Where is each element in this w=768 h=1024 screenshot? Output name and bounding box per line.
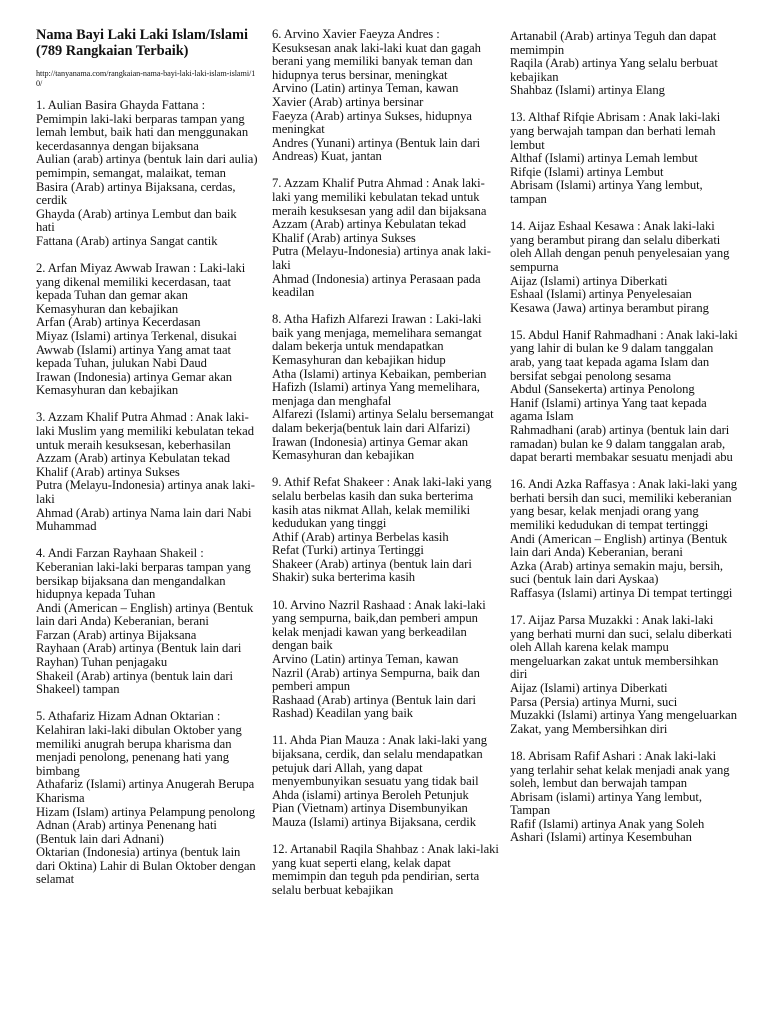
entry-meaning-line: Basira (Arab) artinya Bijaksana, cerdas, cerdik <box>36 179 236 208</box>
entry-meaning-line: Hanif (Islami) artinya Yang taat kepada agama Islam <box>510 395 707 424</box>
entry-meaning-line: Raffasya (Islami) artinya Di tempat tertinggi <box>510 585 733 600</box>
entry-heading: 5. Athafariz Hizam Adnan Oktarian : Kelahiran laki-laki dibulan Oktober yang memiliki anugrah berupa kharisma dan menjadi penolong, penenang hati yang bimbang <box>36 709 242 778</box>
name-entry <box>272 843 500 897</box>
entry-meaning-line: Arvino (Latin) artinya Teman, kawan <box>272 651 459 666</box>
entry-meaning-line: Shakeer (Arab) artinya (bentuk lain dari Shakir) suka berterima kasih <box>272 556 472 585</box>
entry-heading: 12. Artanabil Raqila Shahbaz : Anak laki-laki yang kuat seperti elang, kelak dapat memimpin dan teguh pda pendirian, serta selalu berbuat kebajikan <box>272 842 499 897</box>
entry-heading: 14. Aijaz Eshaal Kesawa : Anak laki-laki yang berambut pirang dan selalu diberkati oleh Allah dengan penuh penyelesaian yang sempurna <box>510 219 730 274</box>
entry-meaning-line: Mauza (Islami) artinya Bijaksana, cerdik <box>272 814 476 829</box>
entry-meaning-line: Faeyza (Arab) artinya Sukses, hidupnya meningkat <box>272 108 472 137</box>
entry-meaning-line: Miyaz (Islami) artinya Terkenal, disukai <box>36 329 237 343</box>
entry-meaning-line: Aulian (arab) artinya (bentuk lain dari aulia) pemimpin, semangat, malaikat, teman <box>36 152 258 180</box>
entry-meaning-line: Ahda (islami) artinya Beroleh Petunjuk <box>272 787 469 802</box>
entry-heading: 2. Arfan Miyaz Awwab Irawan : Laki-laki yang dikenal memiliki kecerdasan, taat kepada Tuhan dan gemar akan Kemasyhuran dan kebajikan <box>36 261 246 316</box>
name-entry <box>36 262 258 398</box>
name-entry <box>36 411 258 533</box>
column-1 <box>36 28 258 901</box>
entry-meaning-line: Refat (Turki) artinya Tertinggi <box>272 543 424 558</box>
name-entry <box>36 99 258 249</box>
entry-meaning-line: Farzan (Arab) artinya Bijaksana <box>36 627 197 642</box>
name-entry <box>272 734 500 829</box>
entry-meaning-line: Rifqie (Islami) artinya Lembut <box>510 164 664 179</box>
entry-meaning-line: Xavier (Arab) artinya bersinar <box>272 94 424 109</box>
entry-meaning-line: Azzam (Arab) artinya Kebulatan tekad <box>272 217 467 232</box>
name-entry <box>272 476 500 585</box>
entry-meaning-line: Aijaz (Islami) artinya Diberkati <box>510 681 668 696</box>
entry-meaning-line: Abrisam (Islami) artinya Yang lembut, tampan <box>510 178 703 207</box>
entry-meaning-line: Pian (Vietnam) artinya Disembunyikan <box>272 801 468 816</box>
entry-meaning-line: Khalif (Arab) artinya Sukses <box>272 230 416 245</box>
entry-heading: 4. Andi Farzan Rayhaan Shakeil : Keberanian laki-laki berparas tampan yang bersikap bijaksana dan mengandalkan hidupnya kepada Tuhan <box>36 546 251 602</box>
column-3 <box>510 30 738 859</box>
entry-meaning-line: Althaf (Islami) artinya Lemah lembut <box>510 151 698 166</box>
entry-meaning-line: Rafif (Islami) artinya Anak yang Soleh <box>510 816 705 831</box>
entry-meaning-line: Arvino (Latin) artinya Teman, kawan <box>272 81 459 96</box>
entry-meaning-line: Rayhaan (Arab) artinya (Bentuk lain dari Rayhan) Tuhan penjagaku <box>36 641 242 670</box>
entry-meaning-line: Atha (Islami) artinya Kebaikan, pemberian <box>272 366 487 381</box>
entry-meaning-line: Adnan (Arab) artinya Penenang hati (Bentuk lain dari Adnani) <box>36 818 217 846</box>
entry-heading: 9. Athif Refat Shakeer : Anak laki-laki yang selalu berbelas kasih dan suka berterima kasih atas nikmat Allah, kelak memiliki kedudukan yang tinggi <box>272 475 492 531</box>
entry-meaning-line: Putra (Melayu-Indonesia) artinya anak laki-laki <box>36 478 255 507</box>
name-entry <box>36 547 258 697</box>
entry-meaning-line: Irawan (Indonesia) artinya Gemar akan Kemasyhuran dan kebajikan <box>36 369 233 398</box>
entry-heading: 6. Arvino Xavier Faeyza Andres : Kesuksesan anak laki-laki kuat dan gagah berani yang memiliki banyak teman dan hidupnya terus bersinar, meningkat <box>272 27 481 82</box>
name-entry <box>272 177 500 299</box>
entry-meaning-line: Kesawa (Jawa) artinya berambut pirang <box>510 300 709 315</box>
entry-meaning-line: Athafariz (Islami) artinya Anugerah Berupa Kharisma <box>36 777 255 805</box>
entry-heading: 16. Andi Azka Raffasya : Anak laki-laki yang berhati bersih dan suci, memiliki keberanian yang besar, kelak menjadi orang yang memiliki kedudukan di tempat tertinggi <box>510 477 738 532</box>
entry-heading: 18. Abrisam Rafif Ashari : Anak laki-laki yang terlahir sehat kelak menjadi anak yang soleh, lembut dan berwajah tampan <box>510 748 730 791</box>
entry-heading: 15. Abdul Hanif Rahmadhani : Anak laki-laki yang lahir di bulan ke 9 dalam tanggalan arab, yang taat kepada agama Islam dan bersifat sebgai penolong sesama <box>510 327 738 383</box>
source-url: http://tanyanama.com/rangkaian-nama-bayi-laki-laki-islam-islami/10/ <box>36 69 256 88</box>
entry-meaning-line: Oktarian (Indonesia) artinya (bentuk lain dari Oktina) Lahir di Bulan Oktober dengan selamat <box>36 845 256 887</box>
entry-meaning-line: Awwab (Islami) artinya Yang amat taat kepada Tuhan, julukan Nabi Daud <box>36 342 231 371</box>
entry-meaning-line: Athif (Arab) artinya Berbelas kasih <box>272 529 449 544</box>
entry-meaning-line: Aijaz (Islami) artinya Diberkati <box>510 273 668 288</box>
entry-heading: 10. Arvino Nazril Rashaad : Anak laki-laki yang sempurna, baik,dan pemberi ampun kelak menjadi kawan yang berkeadilan dengan baik <box>272 597 486 653</box>
entry-meaning-line: Nazril (Arab) artinya Sempurna, baik dan pemberi ampun <box>272 665 480 694</box>
name-entry <box>510 220 738 315</box>
entry-heading: 1. Aulian Basira Ghayda Fattana : Pemimpin laki-laki berparas tampan yang lemah lembut, baik hati dan menggunakan kecerdasannya dengan bijaksana <box>36 98 249 153</box>
entry-meaning-line: Rashaad (Arab) artinya (Bentuk lain dari Rashad) Keadilan yang baik <box>272 692 476 721</box>
name-entry <box>272 599 500 721</box>
entry-meaning-line: Eshaal (Islami) artinya Penyelesaian <box>510 287 692 302</box>
entry-heading: 13. Althaf Rifqie Abrisam : Anak laki-laki yang berwajah tampan dan berhati lemah lembut <box>510 110 721 152</box>
name-entry <box>510 111 738 206</box>
entry-meaning-line: Andi (American – English) artinya (Bentuk lain dari Anda) Keberanian, berani <box>36 600 254 629</box>
entry-meaning-line: Muzakki (Islami) artinya Yang mengeluarkan Zakat, yang Membersihkan diri <box>510 708 737 736</box>
column-2 <box>272 28 500 911</box>
name-entry <box>510 478 738 600</box>
entry-meaning-line: Alfarezi (Islami) artinya Selalu bersemangat dalam bekerja(bentuk lain dari Alfarizi) <box>272 407 494 436</box>
entry-meaning-line: Ashari (Islami) artinya Kesembuhan <box>510 830 692 845</box>
entry-meaning-line: Azka (Arab) artinya semakin maju, bersih, suci (bentuk lain dari Ayskaa) <box>510 558 724 587</box>
entry-meaning-line: Arfan (Arab) artinya Kecerdasan <box>36 315 201 330</box>
name-entry <box>272 313 500 463</box>
entry-meaning-line: Fattana (Arab) artinya Sangat cantik <box>36 233 218 248</box>
name-entry <box>510 614 738 736</box>
name-entry <box>36 710 258 887</box>
entry-heading: 8. Atha Hafizh Alfarezi Irawan : Laki-laki baik yang menjaga, memelihara semangat dalam bekerja untuk mendapatkan Kemasyhuran dan kebajikan hidup <box>272 312 482 368</box>
entry-meaning-line: Abrisam (islami) artinya Yang lembut, Tampan <box>510 789 702 818</box>
entry-heading: 3. Azzam Khalif Putra Ahmad : Anak laki-laki Muslim yang memiliki kebulatan tekad untuk meraih kesuksesan, keberhasilan <box>36 410 254 452</box>
name-entry <box>510 30 738 98</box>
name-entry <box>510 750 738 845</box>
entry-meaning-line: Khalif (Arab) artinya Sukses <box>36 464 180 479</box>
entry-heading: 11. Ahda Pian Mauza : Anak laki-laki yang bijaksana, cerdik, dan selalu mendapatkan petujuk dari Allah, yang dapat menyembunyikan sesuatu yang tidak bail <box>272 733 488 789</box>
entry-meaning-line: Rahmadhani (arab) artinya (bentuk lain dari ramadan) bulan ke 9 dalam tanggalan arab, dapat berarti membakar sesuatu menjadi abu <box>510 422 733 465</box>
entry-meaning-line: Andres (Yunani) artinya (Bentuk lain dari Andreas) Kuat, jantan <box>272 135 481 164</box>
name-entry <box>510 329 738 465</box>
entry-heading: 7. Azzam Khalif Putra Ahmad : Anak laki-laki yang memiliki kebulatan tekad untuk meraih kesuksesan yang adil dan bijaksana <box>272 176 487 218</box>
entry-heading: 17. Aijaz Parsa Muzakki : Anak laki-laki yang berhati murni dan suci, selalu diberkati oleh Allah karena kelak mampu mengeluarkan zakat untuk membersihkan diri <box>510 613 732 682</box>
name-entry <box>272 28 500 164</box>
entry-meaning-line: Ahmad (Indonesia) artinya Perasaan pada keadilan <box>272 271 481 300</box>
entry-meaning-line: Shakeil (Arab) artinya (bentuk lain dari Shakeel) tampan <box>36 668 233 697</box>
entry-meaning-line: Abdul (Sansekerta) artinya Penolong <box>510 382 695 397</box>
entry-meaning-line: Raqila (Arab) artinya Yang selalu berbuat kebajikan <box>510 56 718 84</box>
entry-meaning-line: Ghayda (Arab) artinya Lembut dan baik hati <box>36 206 237 235</box>
entry-meaning-line: Hizam (Islam) artinya Pelampung penolong <box>36 804 256 819</box>
entry-meaning-line: Ahmad (Arab) artinya Nama lain dari Nabi Muhammad <box>36 505 252 534</box>
document-title: Nama Bayi Laki Laki Islam/Islami (789 Rangkaian Terbaik) <box>36 27 248 59</box>
entry-meaning-line: Putra (Melayu-Indonesia) artinya anak laki-laki <box>272 244 491 272</box>
entry-meaning-line: Shahbaz (Islami) artinya Elang <box>510 83 665 98</box>
entry-meaning-line: Parsa (Persia) artinya Murni, suci <box>510 694 678 709</box>
entry-meaning-line: Hafizh (Islami) artinya Yang memelihara, menjaga dan menghafal <box>272 380 480 408</box>
entry-heading: Artanabil (Arab) artinya Teguh dan dapat memimpin <box>510 29 717 57</box>
entry-meaning-line: Andi (American – English) artinya (Bentuk lain dari Anda) Keberanian, berani <box>510 531 728 560</box>
entry-meaning-line: Azzam (Arab) artinya Kebulatan tekad <box>36 451 231 466</box>
entry-meaning-line: Irawan (Indonesia) artinya Gemar akan Kemasyhuran dan kebajikan <box>272 434 469 463</box>
